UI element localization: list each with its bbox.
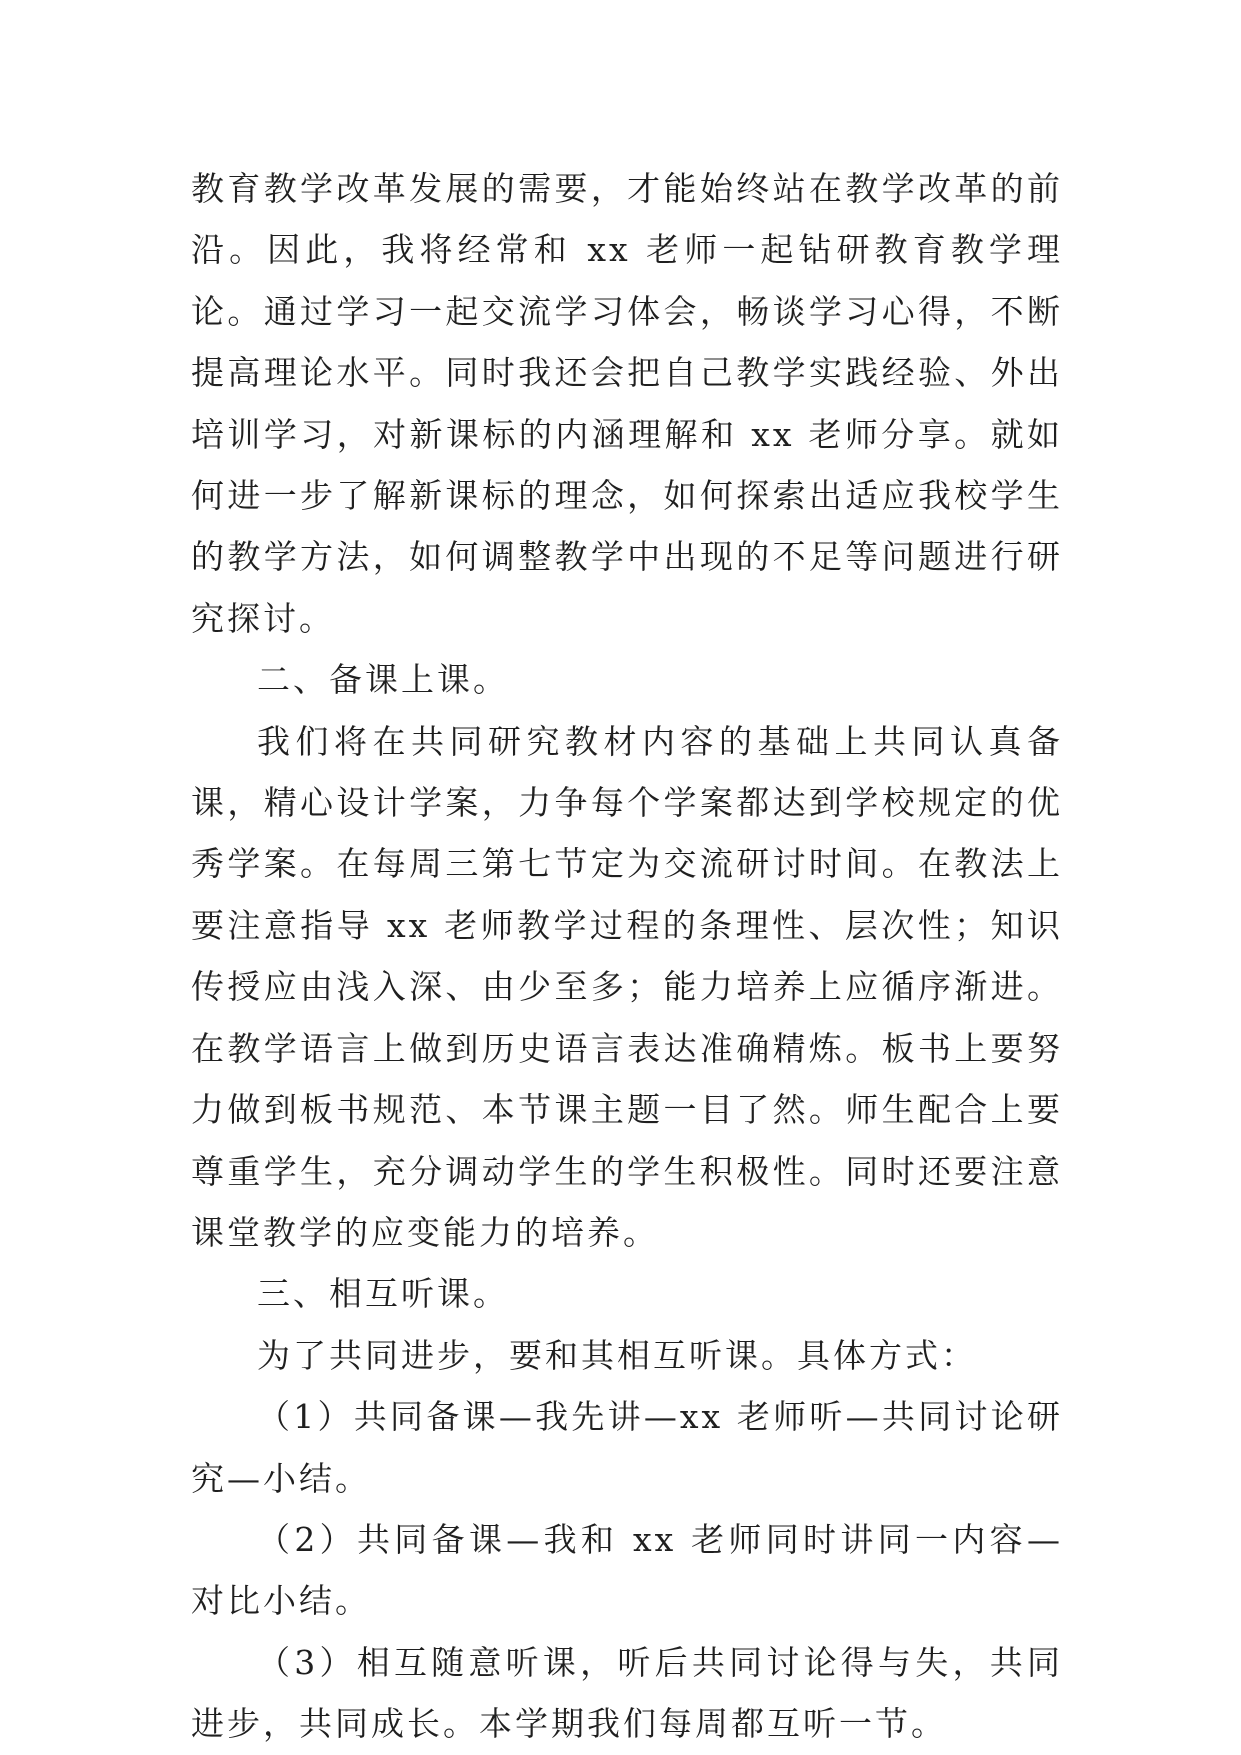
section-heading-3: 三、相互听课。: [257, 1274, 509, 1314]
paragraph-listening-intro: 为了共同进步，要和其相互听课。具体方式：: [257, 1335, 977, 1375]
document-body: [191, 158, 1063, 1755]
paragraph-continuation: 教育教学改革发展的需要，才能始终站在教学改革的前沿。因此，我将经常和 xx 老师一起钻研教育教学理论。通过学习一起交流学习体会，畅谈学习心得，不断提高理论水平。同时我还会把自己教学实践经验、外出培训学习，对新课标的内涵理解和 xx 老师分享。就如何进一步了解新课标的理念，如何探索出适应我校学生的教学方法，如何调整教学中出现的不足等问题进行研究探讨。: [191, 169, 1063, 638]
list-item-1: （1）共同备课—我先讲—xx 老师听—共同讨论研究—小结。: [191, 1397, 1063, 1498]
list-item-2: （2）共同备课—我和 xx 老师同时讲同一内容—对比小结。: [191, 1519, 1063, 1621]
list-item-3: （3）相互随意听课，听后共同讨论得与失，共同进步，共同成长。本学期我们每周都互听一节。: [191, 1642, 1063, 1744]
section-heading-2: 二、备课上课。: [257, 660, 509, 700]
paragraph-lesson-prep: 我们将在共同研究教材内容的基础上共同认真备课，精心设计学案，力争每个学案都达到学校规定的优秀学案。在每周三第七节定为交流研讨时间。在教法上要注意指导 xx 老师教学过程的条理性、层次性；知识传授应由浅入深、由少至多；能力培养上应循序渐进。在教学语言上做到历史语言表达准确精炼。板书上要努力做到板书规范、本节课主题一目了然。师生配合上要尊重学生，充分调动学生的学生积极性。同时还要注意课堂教学的应变能力的培养。: [191, 721, 1063, 1252]
